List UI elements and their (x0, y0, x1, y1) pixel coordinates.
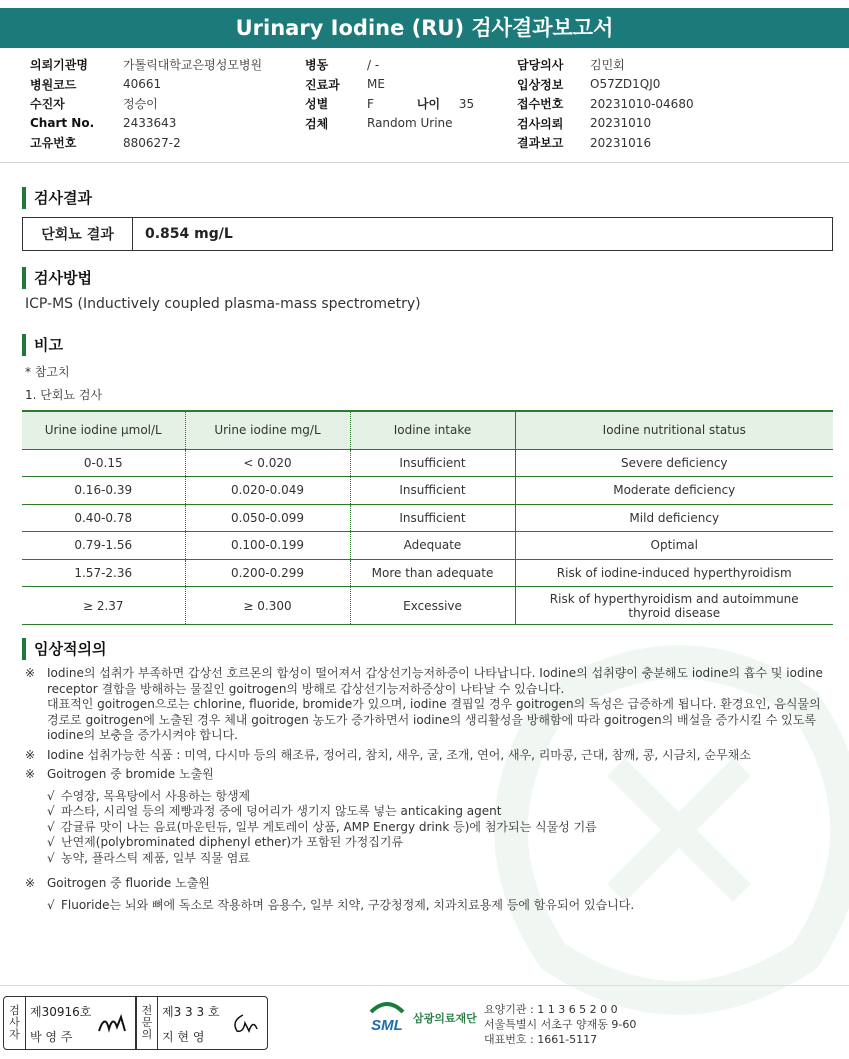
value: 김민회 (590, 58, 625, 73)
reference-mark-icon: ※ (25, 767, 36, 781)
section-title-remark: 비고 (22, 334, 63, 356)
clinical-text: Iodine 섭취가능한 식품 : 미역, 다시마 등의 해조류, 정어리, 참치, 새우, 굴, 조개, 연어, 새우, 리마콩, 근대, 참깨, 콩, 시금치, 순무채소 (47, 747, 751, 762)
list-item (47, 789, 830, 805)
reference-mark-icon: ※ (25, 666, 36, 680)
list-item (47, 851, 830, 867)
char: 자 (9, 1028, 20, 1041)
value: 20231010-04680 (590, 96, 694, 111)
value: 2433643 (123, 116, 177, 131)
list-item-text: 농약, 플라스틱 제품, 일부 직물 염료 (61, 850, 250, 865)
cell: < 0.020 (185, 449, 350, 477)
value: 20231010 (590, 116, 652, 131)
result-value: 0.854 mg/L (145, 226, 233, 242)
table-row (22, 477, 833, 505)
examiner-name: 박 영 주 (30, 1030, 73, 1044)
value: 40661 (123, 77, 162, 92)
table-row (22, 559, 833, 587)
label: 수진자 (30, 97, 65, 112)
label: 접수번호 (517, 97, 564, 112)
value: / - (367, 57, 380, 72)
clinical-significance (25, 666, 830, 913)
reference-mark-icon: ※ (25, 747, 36, 762)
signature-box (3, 996, 268, 1050)
result-box (22, 217, 833, 251)
reference-table (22, 410, 833, 625)
list-item-text: 감귤류 맛이 나는 음료(마운틴듀, 일부 게토레이 상품, AMP Energy drink 등)에 첨가되는 식물성 기름 (61, 819, 597, 834)
address-line: 서울특별시 서초구 양재동 9-60 (484, 1018, 637, 1031)
label: 병원코드 (30, 77, 77, 92)
info-row-doctor (517, 55, 694, 75)
cell: Risk of hyperthyroidism and autoimmune thyroid disease (515, 587, 833, 625)
info-row-receipt-no (517, 94, 694, 114)
cell: Mild deficiency (515, 504, 833, 532)
clinical-text: Iodine의 섭취가 부족하면 갑상선 호르몬의 합성이 떨어져서 갑상선기능저하증이 나타납니다. Iodine의 섭취량이 충분해도 iodine의 흡수 및 iodine receptor 결합을 방해하는 물질인 goitrogen의 방해로 갑상선기능저하증상이 나타날 수 있습니다. (47, 666, 823, 696)
examiner-signature-icon (97, 1009, 129, 1037)
info-row-sex-age (305, 94, 474, 114)
examiner-label (4, 997, 26, 1049)
value: ME (367, 77, 385, 92)
label: 담당의사 (517, 58, 564, 73)
label: 병동 (305, 58, 329, 73)
examiner-license: 제30916호 (30, 1005, 92, 1019)
cell: More than adequate (350, 559, 515, 587)
table-row (22, 587, 833, 625)
cell: ≥ 0.300 (185, 587, 350, 625)
report-title: Urinary Iodine (RU) 검사결과보고서 (0, 8, 849, 48)
table-header-row (22, 411, 833, 449)
list-item-text: 난연제(polybrominated diphenyl ether)가 포함된 가정집기류 (61, 835, 404, 849)
reviewer-label (136, 997, 158, 1049)
info-row-ward (305, 55, 474, 75)
char: 검 (9, 1004, 20, 1017)
clinical-text: Goitrogen 중 fluoride 노출원 (47, 876, 210, 890)
list-item (47, 835, 830, 851)
address-line: 요양기관 : 1 1 3 6 5 2 0 0 (484, 1003, 618, 1016)
label: 입상정보 (517, 77, 564, 92)
info-row-clinical-info (517, 75, 694, 95)
list-item (47, 820, 830, 836)
section-title-method: 검사방법 (22, 267, 92, 289)
section-title-clinical: 임상적의의 (22, 638, 106, 660)
age-value: 35 (458, 96, 475, 111)
cell: Insufficient (350, 504, 515, 532)
cell: 0.16-0.39 (22, 477, 185, 505)
label: 의뢰기관명 (30, 58, 88, 73)
divider (0, 162, 849, 163)
check-icon: √ (47, 819, 55, 834)
check-icon: √ (47, 788, 55, 803)
table-row (22, 449, 833, 477)
check-icon: √ (47, 835, 55, 849)
info-row-report-date (517, 133, 694, 153)
value: 880627-2 (123, 135, 181, 150)
cell: Adequate (350, 532, 515, 560)
result-label: 단회뇨 결과 (23, 218, 133, 250)
label: 검사의뢰 (517, 116, 564, 131)
clinical-paragraph (25, 876, 830, 892)
header-umol: Urine iodine μmol/L (22, 411, 185, 449)
value: 정승이 (123, 97, 158, 112)
sml-logo-icon (365, 1000, 409, 1036)
clinical-text: 대표적인 goitrogen으로는 chlorine, fluoride, bromide가 있으며, iodine 결핍일 경우 goitrogen의 독성은 급증하게 됩니다. 환경요인, 음식물의 경로로 goitrogen에 노출된 경우 체내 goitrogen 농도가 증가하면서 iodine의 생리활성을 방해함에 따라 goitrogen의 배설을 증가시킬 수 있도록 iodine의 보충을 증가시켜야 합니다. (47, 697, 821, 742)
value: O57ZD1QJ0 (590, 77, 661, 92)
cell: Moderate deficiency (515, 477, 833, 505)
examiner-cell (26, 997, 136, 1049)
cell: 0.050-0.099 (185, 504, 350, 532)
address-line: 대표번호 : 1661-5117 (484, 1033, 598, 1046)
info-row-institution (30, 55, 262, 75)
info-row-specimen (305, 114, 474, 134)
info-row-patient (30, 94, 262, 114)
value: 20231016 (590, 135, 652, 150)
value: 가톨릭대학교은평성모병원 (123, 58, 263, 73)
reviewer-cell (158, 997, 267, 1049)
char: 문 (141, 1016, 153, 1029)
table-row (22, 532, 833, 560)
clinical-text: Goitrogen 중 bromide 노출원 (47, 767, 214, 781)
info-row-unique-no (30, 133, 262, 153)
clinical-paragraph (25, 748, 830, 764)
info-row-dept (305, 75, 474, 95)
check-icon: √ (47, 850, 55, 865)
age-label: 나이 (416, 97, 441, 112)
header-status: Iodine nutritional status (515, 411, 833, 449)
info-row-hospital-code (30, 75, 262, 95)
clinical-paragraph (25, 767, 830, 783)
info-row-chart-no (30, 114, 262, 134)
logo-text: SML (371, 1017, 403, 1034)
check-icon: √ (47, 897, 55, 912)
cell: 0.40-0.78 (22, 504, 185, 532)
label: 결과보고 (517, 136, 564, 151)
label: 성별 (305, 97, 329, 112)
cell: 1.57-2.36 (22, 559, 185, 587)
list-item-text: 수영장, 목욕탕에서 사용하는 항생제 (61, 788, 251, 803)
reviewer-license: 제3 3 3 호 (162, 1005, 220, 1019)
value: Random Urine (367, 116, 453, 131)
info-row-request-date (517, 114, 694, 134)
reference-subtitle: 1. 단회뇨 검사 (25, 388, 103, 402)
clinical-paragraph (25, 666, 830, 744)
list-item-text: Fluoride는 뇌와 뼈에 독소로 작용하며 음용수, 일부 치약, 구강청정제, 치과치료용제 등에 함유되어 있습니다. (61, 897, 635, 912)
char: 사 (9, 1016, 20, 1029)
organization-address (484, 1002, 636, 1047)
reference-note: * 참고치 (25, 365, 70, 379)
cell: ≥ 2.37 (22, 587, 185, 625)
cell: Risk of iodine-induced hyperthyroidism (515, 559, 833, 587)
label: 고유번호 (30, 136, 77, 151)
list-item-text: 파스타, 시리얼 등의 제빵과정 중에 덩어리가 생기지 않도록 넣는 anticaking agent (61, 804, 502, 818)
organization-name: 삼광의료재단 (413, 1012, 477, 1025)
cell: Insufficient (350, 449, 515, 477)
check-icon: √ (47, 804, 55, 818)
list-item (47, 898, 830, 914)
info-column-1 (30, 55, 262, 153)
section-title-result: 검사결과 (22, 187, 92, 209)
header-mgl: Urine iodine mg/L (185, 411, 350, 449)
reviewer-signature-icon (229, 1009, 261, 1037)
cell: Severe deficiency (515, 449, 833, 477)
label: 진료과 (305, 77, 340, 92)
cell: 0.79-1.56 (22, 532, 185, 560)
label: Chart No. (30, 116, 95, 131)
cell: 0.020-0.049 (185, 477, 350, 505)
header-intake: Iodine intake (350, 411, 515, 449)
reviewer-name: 지 현 영 (162, 1030, 205, 1044)
char: 의 (141, 1028, 153, 1041)
reference-mark-icon: ※ (25, 876, 36, 890)
list-item (47, 804, 830, 820)
cell: 0.200-0.299 (185, 559, 350, 587)
label: 검체 (305, 116, 329, 131)
cell: Optimal (515, 532, 833, 560)
table-row (22, 504, 833, 532)
char: 전 (141, 1004, 153, 1017)
info-column-3 (517, 55, 694, 153)
divider (0, 985, 849, 986)
cell: 0.100-0.199 (185, 532, 350, 560)
info-column-2 (305, 55, 474, 133)
value: F (367, 96, 374, 111)
cell: Insufficient (350, 477, 515, 505)
method-text: ICP-MS (Inductively coupled plasma-mass spectrometry) (25, 296, 421, 312)
cell: 0-0.15 (22, 449, 185, 477)
organization-logo (365, 1000, 477, 1036)
cell: Excessive (350, 587, 515, 625)
